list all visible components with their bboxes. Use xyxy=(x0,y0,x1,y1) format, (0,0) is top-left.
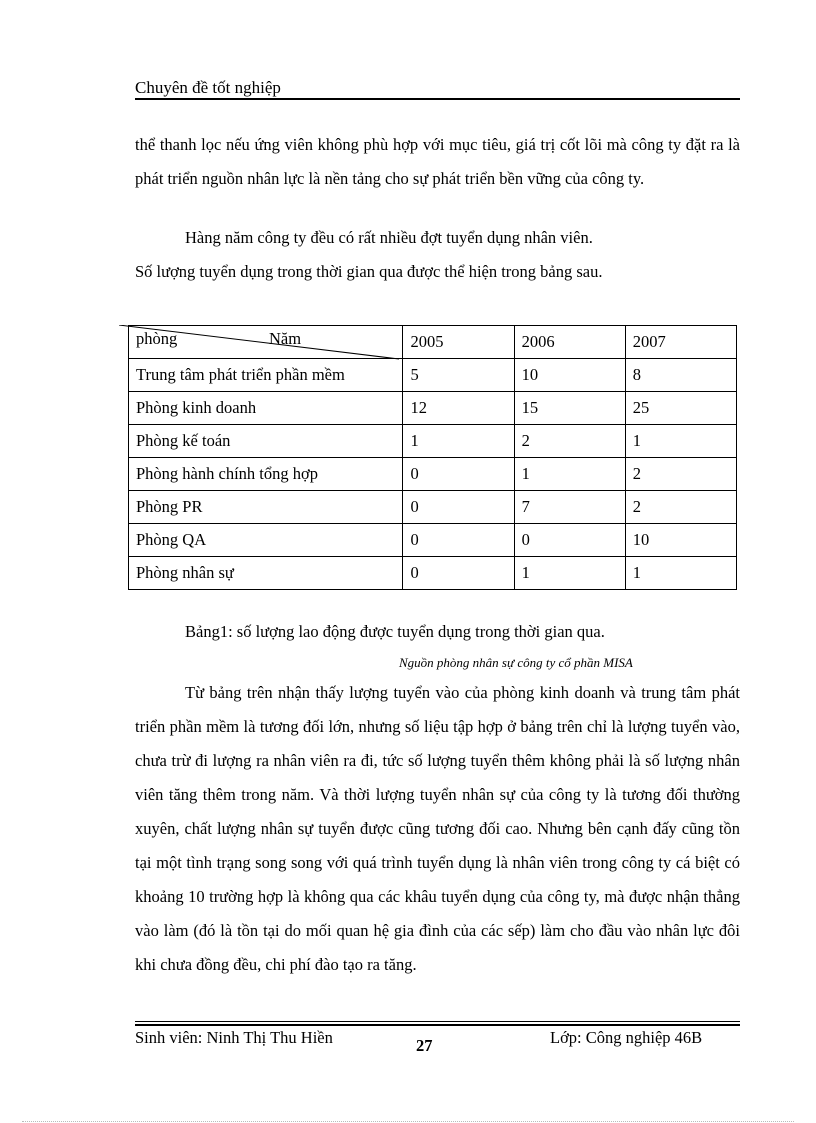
footer-rule-thin xyxy=(135,1021,740,1022)
paragraph-intro: thể thanh lọc nếu ứng viên không phù hợp với mục tiêu, giá trị cốt lõi mà công ty đặt ra là phát triển nguồn nhân lực là nền tảng cho sự phát triển bền vững của công ty. xyxy=(135,135,740,188)
value-cell: 0 xyxy=(403,524,514,557)
value-cell: 2 xyxy=(514,425,625,458)
table-row xyxy=(129,392,737,425)
value-cell: 8 xyxy=(625,359,736,392)
paragraph-analysis: Từ bảng trên nhận thấy lượng tuyển vào của phòng kinh doanh và trung tâm phát triển phần mềm là tương đối lớn, nhưng số liệu tập hợp ở bảng trên chỉ là lượng tuyển vào, chưa trừ đi lượng ra nhân viên ra đi, tức số lượng tuyển thêm không phải là số lượng nhân viên tăng thêm trong năm. Và thời lượng tuyển nhân sự của công ty là tương đối thường xuyên, chất lượng nhân sự tuyển được cũng tương đối cao. Nhưng bên cạnh đấy cũng tồn tại một tình trạng song song với quá trình tuyển dụng là nhân viên trong công ty cá biệt có khoảng 10 trường hợp là không qua các khâu tuyển dụng của công ty, mà được nhận thẳng vào làm (đó là tồn tại do mối quan hệ gia đình của các sếp) làm cho đầu vào nhân lực đôi khi chưa đồng đều, chi phí đào tạo ra tăng. xyxy=(135,683,740,974)
value-cell: 10 xyxy=(514,359,625,392)
department-cell: Phòng kế toán xyxy=(129,425,403,458)
table-row xyxy=(129,524,737,557)
footer-student-name: Sinh viên: Ninh Thị Thu Hiền xyxy=(135,1028,333,1047)
page-bottom-dotted-border xyxy=(22,1121,794,1122)
value-cell: 0 xyxy=(514,524,625,557)
paragraph-table-intro: Số lượng tuyển dụng trong thời gian qua được thể hiện trong bảng sau. xyxy=(135,262,603,281)
table-row xyxy=(129,557,737,590)
department-cell: Trung tâm phát triển phần mềm xyxy=(129,359,403,392)
value-cell: 25 xyxy=(625,392,736,425)
value-cell: 7 xyxy=(514,491,625,524)
value-cell: 0 xyxy=(403,458,514,491)
department-cell: Phòng hành chính tổng hợp xyxy=(129,458,403,491)
year-header-2005: 2005 xyxy=(403,326,514,359)
corner-label-year: Năm xyxy=(269,329,302,348)
value-cell: 1 xyxy=(514,458,625,491)
recruitment-table xyxy=(128,325,737,590)
department-cell: Phòng kinh doanh xyxy=(129,392,403,425)
value-cell: 5 xyxy=(403,359,514,392)
value-cell: 1 xyxy=(514,557,625,590)
table-corner-cell xyxy=(129,326,403,359)
footer-class: Lớp: Công nghiệp 46B xyxy=(550,1028,703,1047)
year-header-2007: 2007 xyxy=(625,326,736,359)
value-cell: 0 xyxy=(403,491,514,524)
value-cell: 0 xyxy=(403,557,514,590)
table-caption: Bảng1: số lượng lao động được tuyển dụng trong thời gian qua. xyxy=(185,622,605,641)
department-cell: Phòng QA xyxy=(129,524,403,557)
page-header-title: Chuyên đề tốt nghiệp xyxy=(135,78,281,97)
table-row xyxy=(129,425,737,458)
table-header-row xyxy=(129,326,737,359)
value-cell: 10 xyxy=(625,524,736,557)
value-cell: 15 xyxy=(514,392,625,425)
value-cell: 1 xyxy=(625,425,736,458)
value-cell: 1 xyxy=(625,557,736,590)
year-header-2006: 2006 xyxy=(514,326,625,359)
paragraph-recruitment-rounds: Hàng năm công ty đều có rất nhiều đợt tuyển dụng nhân viên. xyxy=(185,228,593,247)
table-row xyxy=(129,359,737,392)
value-cell: 2 xyxy=(625,458,736,491)
department-cell: Phòng nhân sự xyxy=(129,557,403,590)
value-cell: 1 xyxy=(403,425,514,458)
corner-label-department: phòng xyxy=(136,329,178,348)
header-rule xyxy=(135,98,740,100)
department-cell: Phòng PR xyxy=(129,491,403,524)
value-cell: 2 xyxy=(625,491,736,524)
table-row xyxy=(129,458,737,491)
table-source-note: Nguồn phòng nhân sự công ty cổ phần MISA xyxy=(399,655,633,670)
table-row xyxy=(129,491,737,524)
value-cell: 12 xyxy=(403,392,514,425)
footer-rule-thick xyxy=(135,1024,740,1026)
page-number: 27 xyxy=(416,1036,433,1055)
